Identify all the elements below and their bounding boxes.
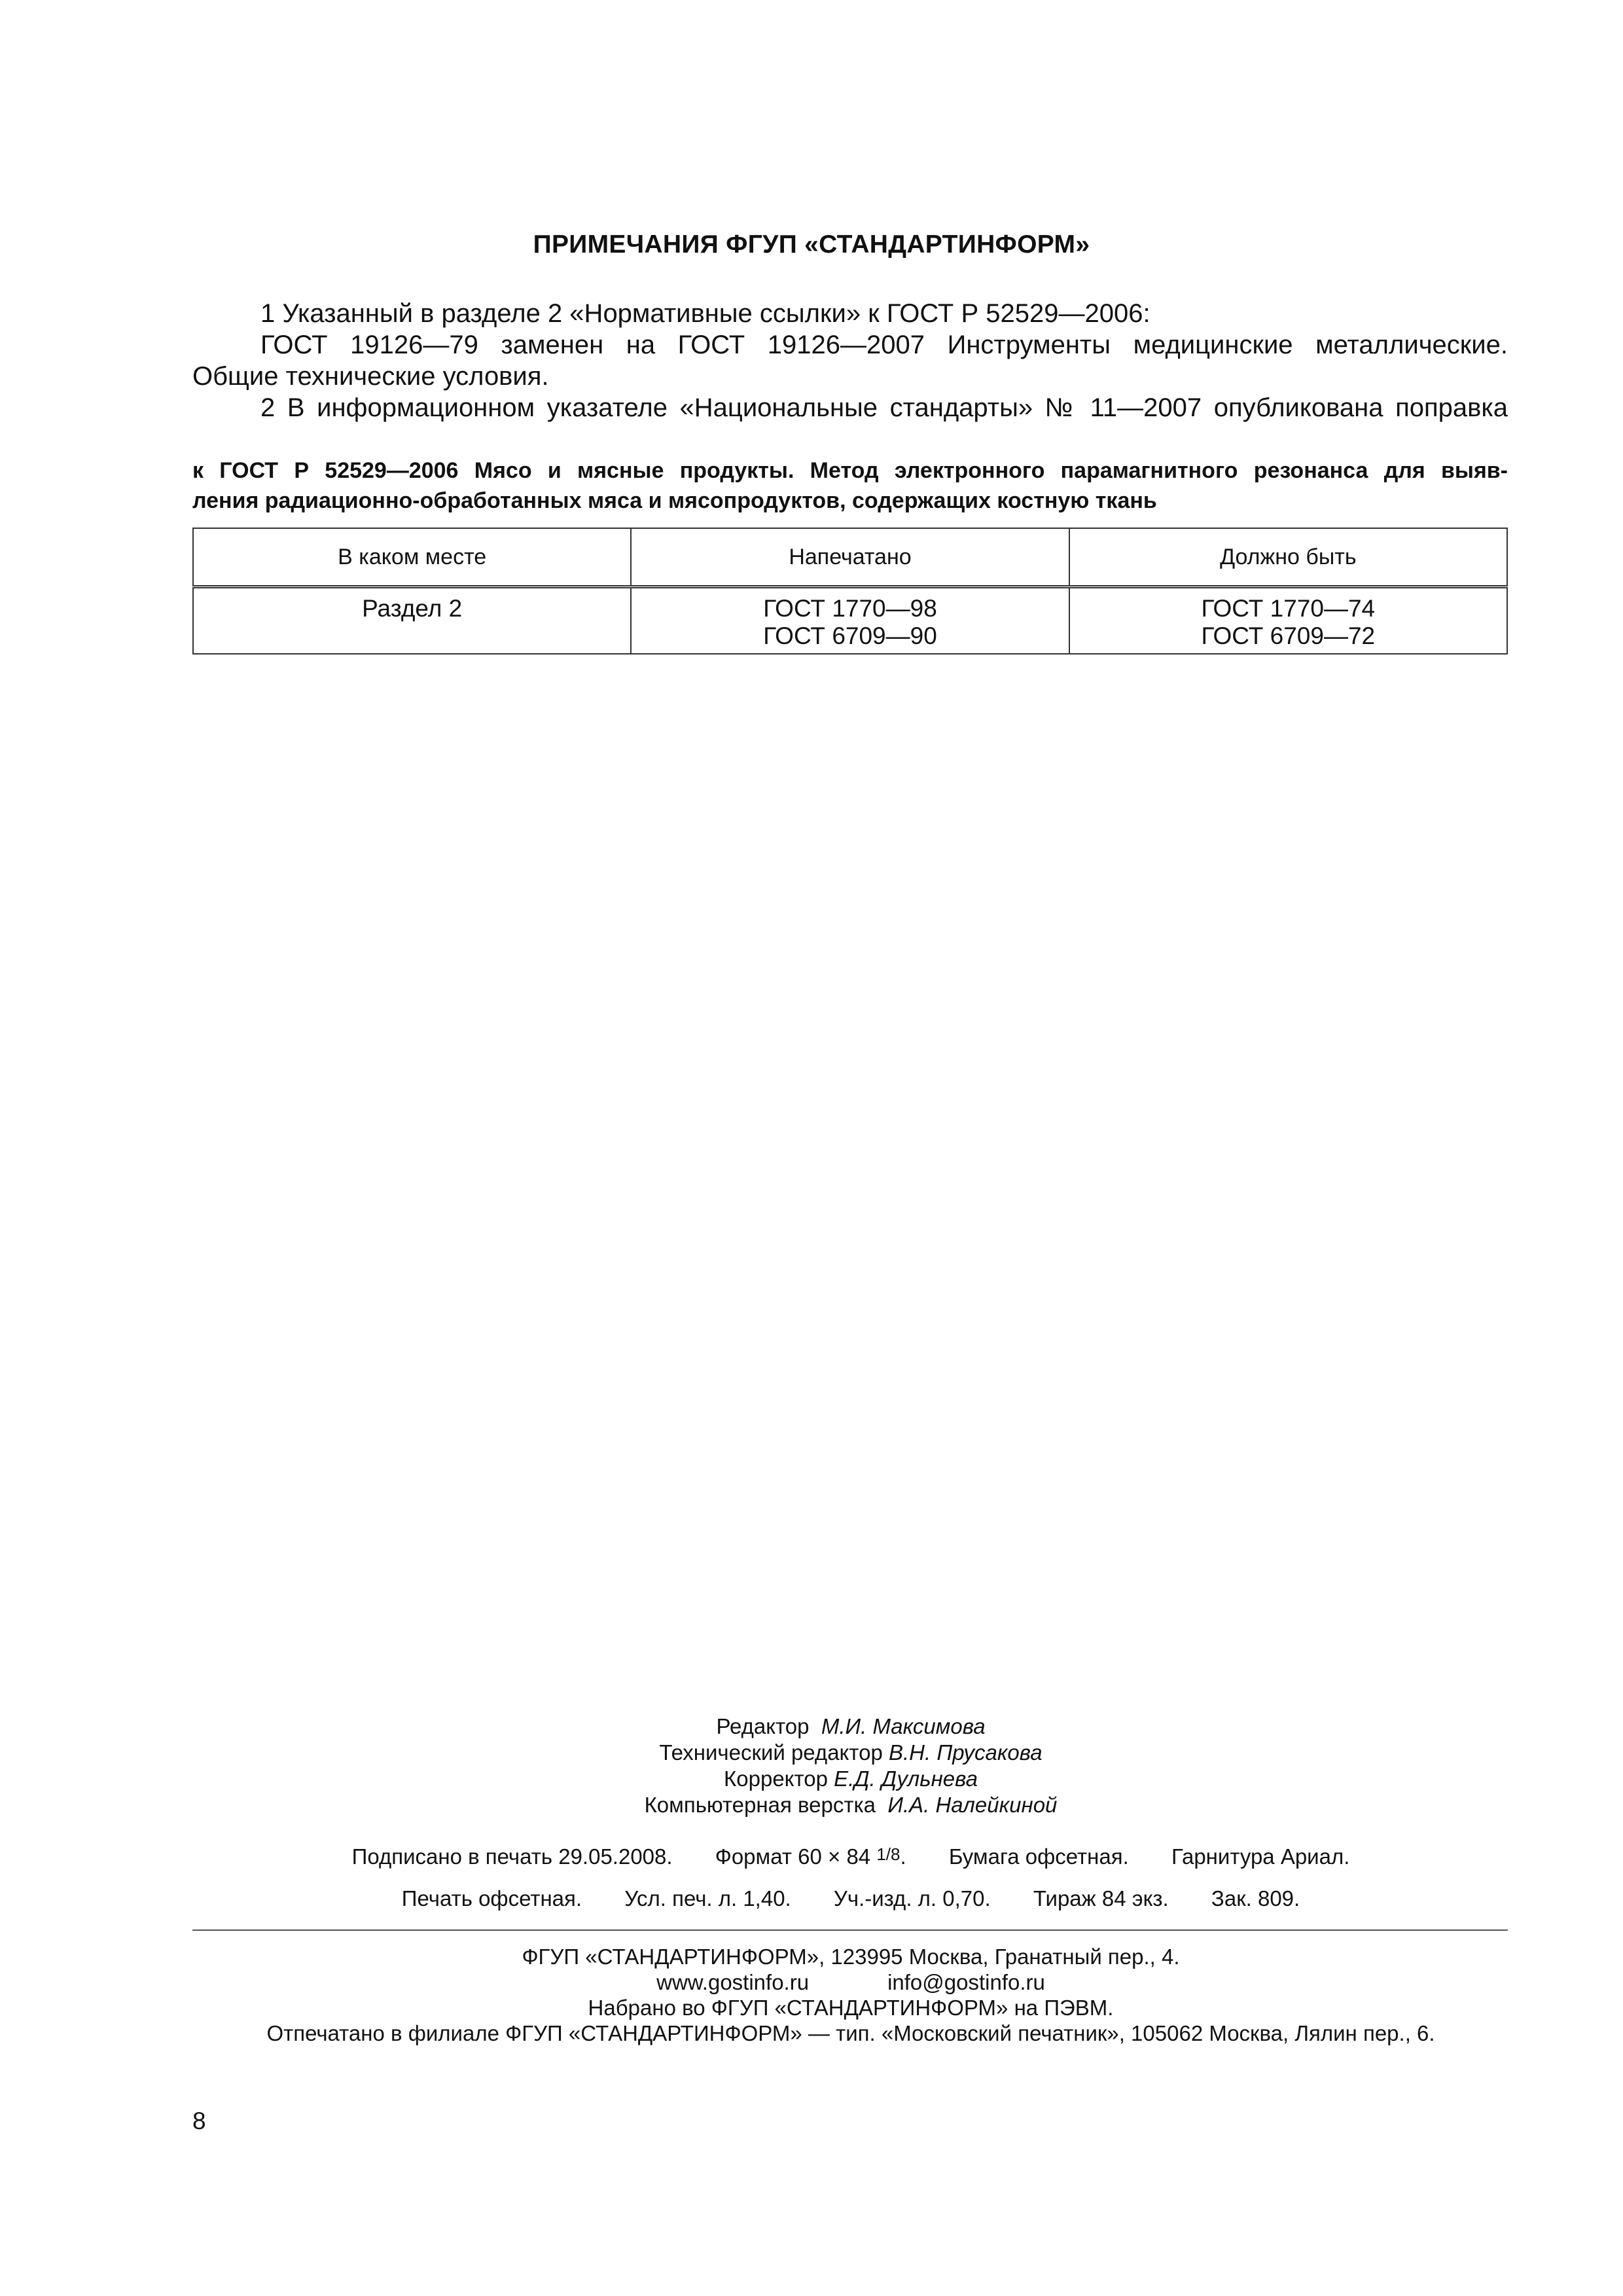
publisher-typeset: Набрано во ФГУП «СТАНДАРТИНФОРМ» на ПЭВМ.	[588, 1996, 1114, 2020]
print-font: Гарнитура Ариал.	[1171, 1844, 1350, 1869]
credit-tech-editor-name: В.Н. Прусакова	[888, 1740, 1043, 1765]
column-header-should-be: Должно быть	[1069, 528, 1507, 587]
credit-editor-label: Редактор	[716, 1714, 810, 1738]
print-paper: Бумага офсетная.	[948, 1844, 1129, 1869]
credit-layout-name: И.А. Налейкиной	[887, 1793, 1058, 1817]
table-header-row	[193, 528, 1507, 587]
note-item-2: 2 В информационном указателе «Национальные стандарты» № 11—2007 опубликована поправка	[260, 393, 1508, 422]
publisher-printer: Отпечатано в филиале ФГУП «СТАНДАРТИНФОРМ» — тип. «Московский печатник», 105062 Москва, Лялин пер., 6.	[266, 2021, 1435, 2045]
cell-should-be-line-1: ГОСТ 1770—74	[1201, 595, 1376, 622]
cell-should-be	[1069, 587, 1507, 655]
credit-proofreader-label: Корректор	[724, 1767, 828, 1791]
print-format: Формат 60 × 84 1/8.	[715, 1844, 906, 1869]
print-cond-sheets: Усл. печ. л. 1,40.	[624, 1886, 791, 1910]
print-info-line-1	[0, 1844, 1623, 1869]
credit-proofreader	[0, 1766, 1623, 1792]
publisher-contacts	[0, 1969, 1623, 1995]
print-info-line-2	[0, 1886, 1623, 1911]
cell-should-be-line-2: ГОСТ 6709—72	[1201, 622, 1376, 649]
fraction-numerator: 1	[876, 1844, 886, 1864]
publisher-block	[0, 1944, 1623, 2046]
page-number: 8	[192, 2108, 206, 2134]
column-header-printed: Напечатано	[631, 528, 1069, 587]
note-item-1: 1 Указанный в разделе 2 «Нормативные ссылки» к ГОСТ Р 52529—2006:	[260, 299, 1150, 328]
erratum-heading-line-2: ления радиационно-обработанных мяса и мясопродуктов, содержащих костную ткань	[192, 488, 1157, 513]
publisher-address: ФГУП «СТАНДАРТИНФОРМ», 123995 Москва, Гранатный пер., 4.	[522, 1945, 1180, 1969]
credit-tech-editor	[0, 1740, 1623, 1766]
cell-printed	[631, 587, 1069, 655]
erratum-heading-line-1: к ГОСТ Р 52529—2006 Мясо и мясные продукты. Метод электронного парамагнитного резонанса для выяв-	[192, 458, 1508, 483]
notes-title: ПРИМЕЧАНИЯ ФГУП «СТАНДАРТИНФОРМ»	[533, 230, 1090, 259]
correction-table	[192, 528, 1508, 655]
column-header-place: В каком месте	[193, 528, 631, 587]
publisher-email: info@gostinfo.ru	[887, 1970, 1045, 1994]
note-item-1-replacement: ГОСТ 19126—79 заменен на ГОСТ 19126—2007 Инструменты медицинские металлические.	[260, 331, 1508, 359]
credit-tech-editor-label: Технический редактор	[659, 1740, 883, 1765]
print-method: Печать офсетная.	[401, 1886, 582, 1910]
publisher-website: www.gostinfo.ru	[656, 1970, 810, 1994]
table-row	[193, 587, 1507, 655]
credit-layout	[0, 1792, 1623, 1818]
cell-place-text: Раздел 2	[362, 595, 463, 622]
credit-proofreader-name: Е.Д. Дульнева	[834, 1767, 978, 1791]
print-pub-sheets: Уч.-изд. л. 0,70.	[833, 1886, 991, 1910]
print-signed: Подписано в печать 29.05.2008.	[351, 1844, 673, 1869]
print-format-prefix: Формат 60 × 84	[715, 1844, 871, 1869]
credit-layout-label: Компьютерная верстка	[644, 1793, 876, 1817]
credit-editor	[0, 1713, 1623, 1740]
print-format-fraction: 1/8	[876, 1844, 901, 1864]
credit-editor-name: М.И. Максимова	[821, 1714, 986, 1738]
fraction-denominator: 8	[891, 1844, 901, 1864]
divider-line	[192, 1929, 1508, 1931]
credits-block	[0, 1713, 1623, 1818]
print-order: Зак. 809.	[1211, 1886, 1300, 1910]
notes-body	[192, 298, 1508, 423]
cell-printed-line-1: ГОСТ 1770—98	[763, 595, 937, 622]
cell-printed-line-2: ГОСТ 6709—90	[763, 622, 937, 649]
cell-place	[193, 587, 631, 655]
print-run: Тираж 84 экз.	[1033, 1886, 1169, 1910]
note-item-1-continuation: Общие технические условия.	[192, 362, 549, 391]
erratum-heading	[192, 456, 1508, 516]
